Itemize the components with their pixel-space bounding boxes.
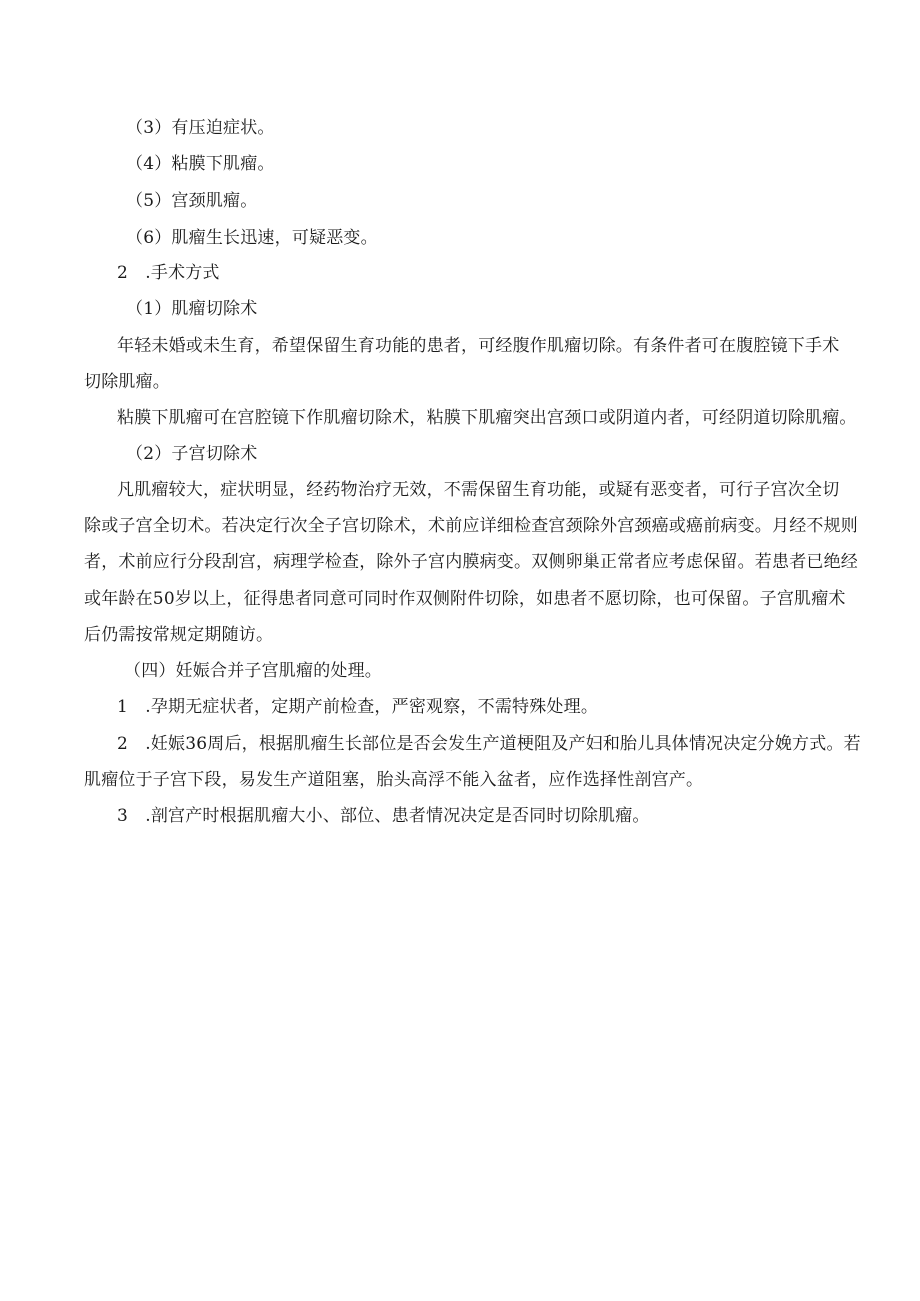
paragraph-line: 切除肌瘤。 bbox=[84, 372, 170, 392]
section-heading-surgery-method: 2 .手术方式 bbox=[117, 263, 220, 283]
numbered-item-2: 2 .妊娠36周后，根据肌瘤生长部位是否会发生产道梗阻及产妇和胎儿具体情况决定分娩方式。若 bbox=[117, 734, 861, 754]
list-item-3: （3）有压迫症状。 bbox=[126, 118, 275, 138]
section-heading-pregnancy: （四）妊娠合并子宫肌瘤的处理。 bbox=[124, 661, 382, 681]
paragraph-line: 或年龄在50岁以上，征得患者同意可同时作双侧附件切除，如患者不愿切除，也可保留。子宫肌瘤术 bbox=[84, 589, 846, 609]
list-item-5: （5）宫颈肌瘤。 bbox=[126, 191, 258, 211]
paragraph-line: 粘膜下肌瘤可在宫腔镜下作肌瘤切除术，粘膜下肌瘤突出宫颈口或阴道内者，可经阴道切除肌瘤。 bbox=[117, 408, 857, 428]
paragraph-line: 肌瘤位于子宫下段，易发生产道阻塞，胎头高浮不能入盆者，应作选择性剖宫产。 bbox=[84, 770, 704, 790]
subheading-myomectomy: （1）肌瘤切除术 bbox=[126, 299, 258, 319]
paragraph-line: 年轻未婚或未生育，希望保留生育功能的患者，可经腹作肌瘤切除。有条件者可在腹腔镜下手术 bbox=[117, 336, 840, 356]
subheading-hysterectomy: （2）子宫切除术 bbox=[126, 444, 258, 464]
paragraph-line: 者，术前应行分段刮宫，病理学检查，除外子宫内膜病变。双侧卵巢正常者应考虑保留。若患者已绝经 bbox=[84, 552, 858, 572]
paragraph-line: 凡肌瘤较大，症状明显，经药物治疗无效，不需保留生育功能，或疑有恶变者，可行子宫次全切 bbox=[117, 480, 840, 500]
paragraph-line: 后仍需按常规定期随访。 bbox=[84, 625, 274, 645]
paragraph-line: 除或子宫全切术。若决定行次全子宫切除术，术前应详细检查宫颈除外宫颈癌或癌前病变。月经不规则 bbox=[84, 516, 858, 536]
list-item-6: （6）肌瘤生长迅速，可疑恶变。 bbox=[126, 228, 378, 248]
numbered-item-1: 1 .孕期无症状者，定期产前检查，严密观察，不需特殊处理。 bbox=[117, 697, 599, 717]
numbered-item-3: 3 .剖宫产时根据肌瘤大小、部位、患者情况决定是否同时切除肌瘤。 bbox=[117, 806, 650, 826]
list-item-4: （4）粘膜下肌瘤。 bbox=[126, 154, 275, 174]
